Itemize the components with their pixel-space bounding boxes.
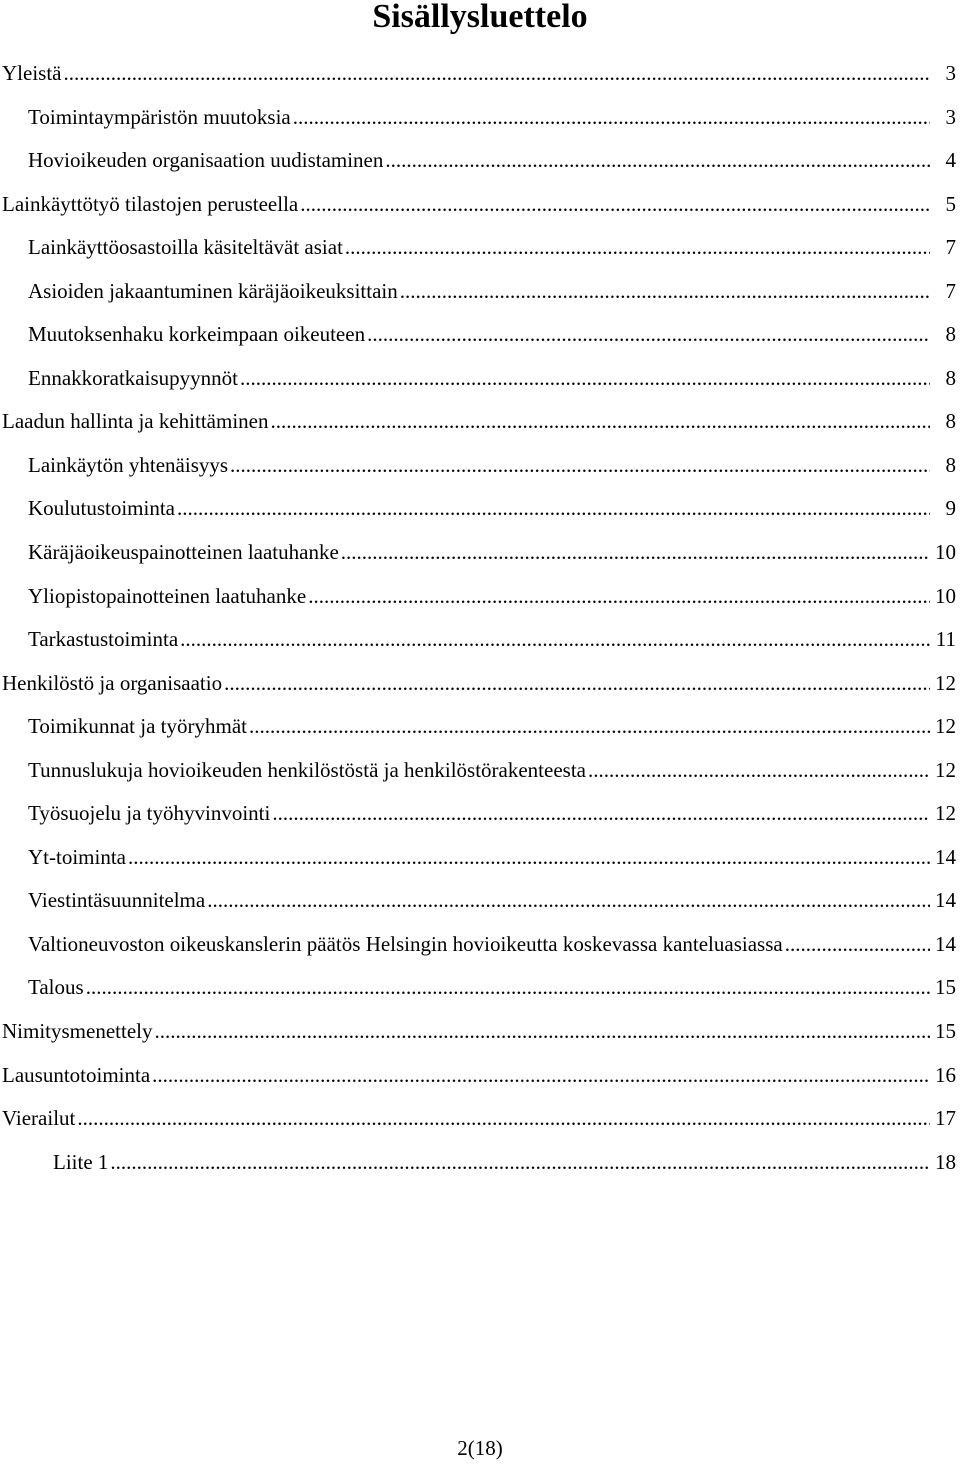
toc-entry-label: Lainkäytön yhtenäisyys ..... [28, 444, 930, 488]
toc-entry[interactable] [0, 1097, 960, 1141]
toc-entry-page: 8 [944, 400, 957, 444]
toc-entry[interactable] [0, 966, 960, 1010]
toc-entry-page: 16 [933, 1054, 956, 1098]
toc-entry[interactable] [0, 1010, 960, 1054]
toc-entry-label: Asioiden jakaantuminen käräjäoikeuksittain ..... [28, 270, 930, 314]
toc-entry[interactable] [0, 96, 960, 140]
toc-entry-page: 7 [944, 226, 957, 270]
toc-entry[interactable] [0, 705, 960, 749]
toc-entry-page: 14 [933, 836, 956, 880]
toc-entry-label: Valtioneuvoston oikeuskanslerin päätös Helsingin hovioikeutta koskevassa kanteluasiassa ..... [28, 923, 930, 967]
toc-entry-label: Koulutustoiminta ..... [28, 487, 930, 531]
toc-entry[interactable] [0, 52, 960, 96]
toc-entry[interactable] [0, 836, 960, 880]
toc-entry-label: Hovioikeuden organisaation uudistaminen ..... [28, 139, 930, 183]
toc-entry-label: Käräjäoikeuspainotteinen laatuhanke ..... [28, 531, 930, 575]
toc-entry[interactable] [0, 575, 960, 619]
toc-entry[interactable] [0, 1054, 960, 1098]
toc-entry-label: Lausuntotoiminta ..... [2, 1054, 930, 1098]
toc-entry-label: Viestintäsuunnitelma ..... [28, 879, 930, 923]
toc-entry-label: Ennakkoratkaisupyynnöt ..... [28, 357, 930, 401]
toc-entry[interactable] [0, 183, 960, 227]
toc-entry-page: 12 [933, 792, 956, 836]
toc-entry-label: Yt-toiminta ..... [28, 836, 930, 880]
toc-entry-label: Liite 1 ..... [53, 1141, 930, 1185]
page-number: 2(18) [457, 1436, 503, 1460]
toc-entry-page: 10 [933, 575, 956, 619]
toc-entry[interactable] [0, 226, 960, 270]
toc-entry-label: Laadun hallinta ja kehittäminen ..... [2, 400, 930, 444]
toc-entry-label: Muutoksenhaku korkeimpaan oikeuteen ..... [28, 313, 930, 357]
toc-entry[interactable] [0, 662, 960, 706]
toc-entry[interactable] [0, 487, 960, 531]
toc-entry-label: Nimitysmenettely ..... [2, 1010, 930, 1054]
toc-entry-page: 18 [933, 1141, 956, 1185]
toc-entry[interactable] [0, 618, 960, 662]
toc-entry-page: 14 [933, 879, 956, 923]
toc-entry-page: 12 [933, 662, 956, 706]
toc-entry-label: Yleistä ..... [2, 52, 930, 96]
toc-entry-label: Lainkäyttötyö tilastojen perusteella ..... [2, 183, 930, 227]
toc-entry[interactable] [0, 313, 960, 357]
toc-entry-page: 10 [933, 531, 956, 575]
toc-entry[interactable] [0, 792, 960, 836]
toc-entry[interactable] [0, 400, 960, 444]
toc-entry-page: 9 [944, 487, 957, 531]
toc-entry-page: 15 [933, 1010, 956, 1054]
toc-entry[interactable] [0, 357, 960, 401]
toc-entry-page: 4 [944, 139, 957, 183]
toc-entry-page: 12 [933, 705, 956, 749]
toc-entry-page: 3 [944, 96, 957, 140]
toc-entry[interactable] [0, 444, 960, 488]
toc-entry-page: 12 [933, 749, 956, 793]
toc-entry[interactable] [0, 139, 960, 183]
toc-entry-page: 5 [944, 183, 957, 227]
toc-entry-page: 3 [944, 52, 957, 96]
toc-entry[interactable] [0, 923, 960, 967]
toc-entry[interactable] [0, 749, 960, 793]
toc-entry-page: 11 [934, 618, 956, 662]
toc-entry-label: Työsuojelu ja työhyvinvointi ..... [28, 792, 930, 836]
toc-entry-label: Henkilöstö ja organisaatio ..... [2, 662, 930, 706]
toc-entry-label: Lainkäyttöosastoilla käsiteltävät asiat ..... [28, 226, 930, 270]
toc-entry[interactable] [0, 1141, 960, 1185]
toc-entry[interactable] [0, 270, 960, 314]
toc-entry-page: 8 [944, 444, 957, 488]
toc-entry[interactable] [0, 531, 960, 575]
toc-entry-label: Toimintaympäristön muutoksia ..... [28, 96, 930, 140]
toc-entry-label: Tarkastustoiminta ..... [28, 618, 930, 662]
toc-entry-page: 8 [944, 313, 957, 357]
table-of-contents [0, 52, 960, 1184]
toc-entry-label: Vierailut ..... [2, 1097, 930, 1141]
toc-entry-page: 17 [933, 1097, 956, 1141]
toc-entry-label: Talous ..... [28, 966, 930, 1010]
toc-entry-label: Yliopistopainotteinen laatuhanke ..... [28, 575, 930, 619]
page-title: Sisällysluettelo [372, 0, 588, 35]
toc-entry-page: 7 [944, 270, 957, 314]
toc-entry-page: 14 [933, 923, 956, 967]
toc-entry[interactable] [0, 879, 960, 923]
toc-entry-label: Toimikunnat ja työryhmät ..... [28, 705, 930, 749]
toc-entry-label: Tunnuslukuja hovioikeuden henkilöstöstä ja henkilöstörakenteesta ..... [28, 749, 930, 793]
toc-entry-page: 15 [933, 966, 956, 1010]
toc-entry-page: 8 [944, 357, 957, 401]
